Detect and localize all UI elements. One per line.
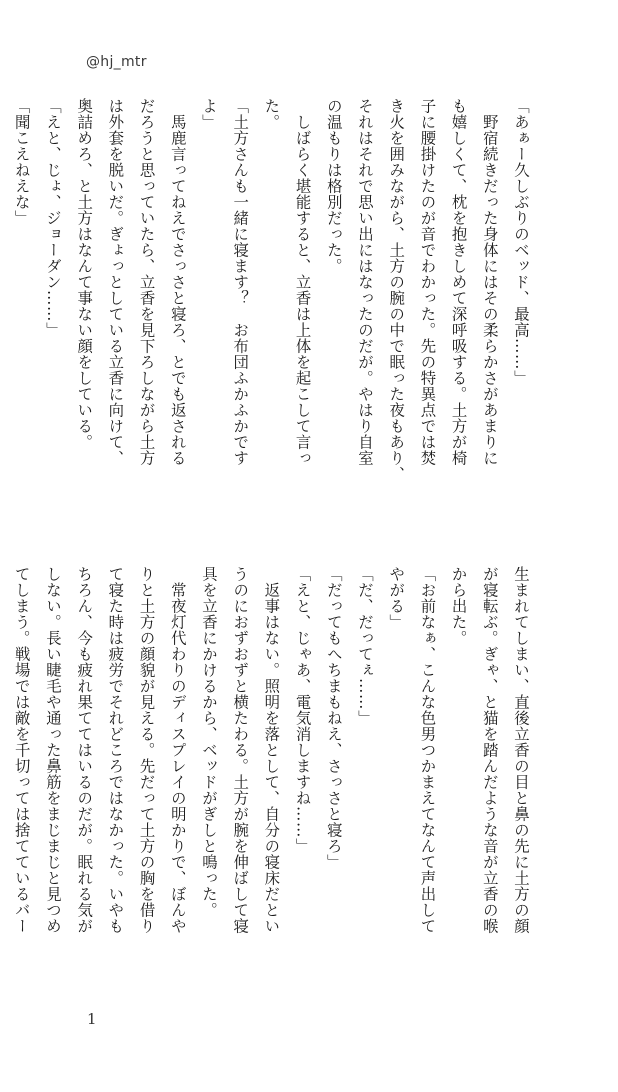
text-line: 具を立香にかけるから、ベッドがぎしと鳴った。: [199, 566, 218, 918]
text-line: ちろん、今も疲れ果ててはいるのだが。眠れる気が: [75, 566, 94, 934]
page-number: 1: [87, 1010, 97, 1028]
text-line: 生まれてしまい、直後立香の目と鼻の先に土方の顔: [512, 566, 530, 934]
text-line: てしまう。戦場では敵を千切っては捨てているバー: [12, 566, 31, 934]
text-line: 野宿続きだった身体にはその柔らかさがあまりに: [480, 98, 499, 466]
text-line: だろうと思っていたら、立香を見下ろしながら土方: [137, 98, 156, 466]
text-line: た。: [262, 98, 281, 130]
text-line: 返事はない。照明を落として、自分の寝床だとい: [262, 566, 281, 934]
author-handle: @hj_mtr: [86, 54, 147, 70]
text-line: しばらく堪能すると、立香は上体を起こして言っ: [293, 98, 312, 466]
text-line: [0, 566, 6, 986]
text-line: 子に腰掛けたのが音でわかった。先の特異点では焚: [418, 98, 437, 466]
text-line: しない。長い睫毛や通った鼻筋をまじまじと見つめ: [43, 566, 62, 934]
text-line: き火を囲みながら、土方の腕の中で眠った夜もあり、: [387, 98, 406, 482]
text-line: が寝転ぶ。ぎゃ、と猫を踏んだような音が立香の喉: [480, 566, 499, 934]
text-line: [0, 98, 6, 528]
text-line: 「聞こえねえな」: [12, 98, 31, 226]
text-line: の温もりは格別だった。: [324, 98, 343, 274]
text-line: 「お前なぁ、こんな色男つかまえてなんて声出して: [418, 566, 437, 934]
text-line: は外套を脱いだ。ぎょっとしている立香に向けて、: [106, 98, 125, 466]
text-line: も嬉しくて、枕を抱きしめて深呼吸する。土方が椅: [449, 98, 468, 466]
text-block-top: [12, 98, 536, 528]
text-line: 「土方さんも一緒に寝ます？ お布団ふかふかです: [231, 98, 250, 466]
text-line: から出た。: [449, 566, 468, 646]
text-line: それはそれで思い出にはなったのだが。やはり自室: [355, 98, 374, 466]
text-line: りと土方の顔貌が見える。先だって土方の胸を借り: [137, 566, 156, 934]
text-line: うのにおずおずと横たわる。土方が腕を伸ばして寝: [231, 566, 250, 934]
text-line: 「だ、だってぇ……」: [355, 566, 374, 726]
text-line: 「えと、じゃあ、電気消しますね……」: [293, 566, 312, 854]
text-line: 「えと、じょ、ジョーダン……」: [43, 98, 62, 338]
text-line: 常夜灯代わりのディスプレイの明かりで、ぼんや: [168, 566, 187, 934]
text-line: 「あぁー久しぶりのベッド、最高……」: [512, 98, 530, 386]
text-line: よ」: [199, 98, 218, 130]
text-line: やがる」: [387, 566, 406, 630]
text-line: て寝た時は疲労でそれどころではなかった。いやも: [106, 566, 125, 934]
text-line: 馬鹿言ってねえでさっさと寝ろ、とでも返される: [168, 98, 187, 466]
text-block-bottom: [12, 566, 536, 986]
text-line: 奥詰めろ、と土方はなんて事ない顔をしている。: [75, 98, 94, 450]
text-line: 「だってもへちまもねえ、さっさと寝ろ」: [324, 566, 343, 870]
